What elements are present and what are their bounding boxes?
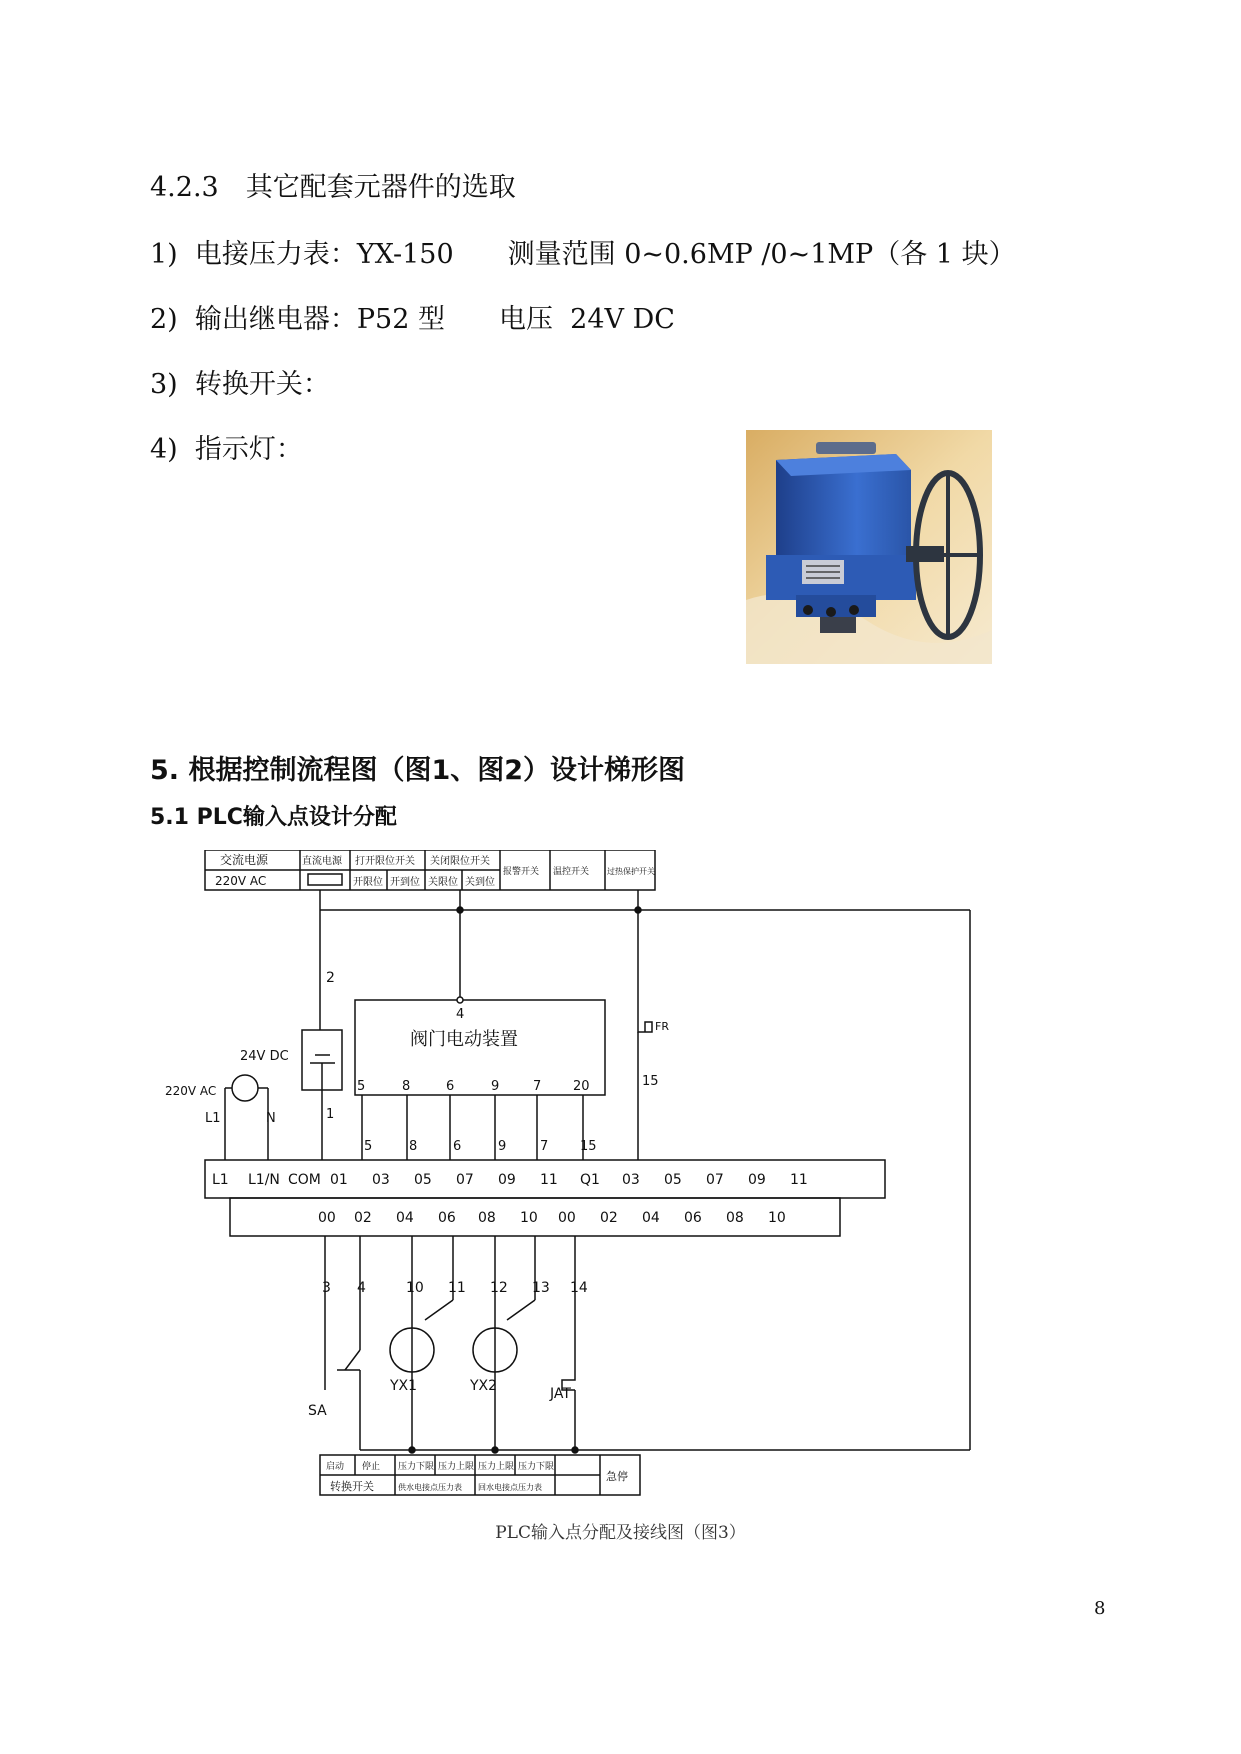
plc-upper-terminal-7: 09 xyxy=(498,1172,516,1188)
plc-upper-terminal-14: 11 xyxy=(790,1172,808,1188)
yx2-label: YX2 xyxy=(470,1378,498,1394)
plc-lower-terminal-11: 06 xyxy=(684,1210,702,1226)
plc-upper-terminal-12: 07 xyxy=(706,1172,724,1188)
plc-lower-terminal-7: 10 xyxy=(520,1210,538,1226)
sa-label: SA xyxy=(308,1403,327,1419)
plc-lower-terminal-2: 00 xyxy=(318,1210,336,1226)
top-table-alarm: 报警开关 xyxy=(503,867,540,877)
bottom-table-p3: 压力上限 xyxy=(478,1462,515,1472)
ac-l1-label: L1 xyxy=(205,1111,221,1126)
valve-top-terminal: 4 xyxy=(456,1007,465,1022)
top-table-dc: 直流电源 xyxy=(302,856,342,867)
list-item-1: 1) 电接压力表：YX-150 测量范围 0~0.6MP /0~1MP（各 1 块） xyxy=(150,239,1016,270)
plc-wiring-diagram xyxy=(150,850,990,1510)
wire-label-1: 1 xyxy=(326,1107,335,1122)
input-wire-2: 10 xyxy=(406,1280,424,1296)
bottom-table-stop: 停止 xyxy=(362,1462,381,1472)
plc-lower-terminal-4: 04 xyxy=(396,1210,414,1226)
list-item-2: 2) 输出继电器：P52 型 电压 24V DC xyxy=(150,304,675,335)
plc-upper-terminal-5: 05 xyxy=(414,1172,432,1188)
plc-lower-terminal-13: 10 xyxy=(768,1210,786,1226)
top-table-open-pos: 开到位 xyxy=(390,877,420,888)
plc-lower-terminal-3: 02 xyxy=(354,1210,372,1226)
input-wire-6: 14 xyxy=(570,1280,588,1296)
top-table-temp: 温控开关 xyxy=(553,867,590,877)
plc-upper-terminal-6: 07 xyxy=(456,1172,474,1188)
jat-label: JAT xyxy=(550,1386,571,1402)
top-table-open-lim: 开限位 xyxy=(353,877,383,888)
figure-caption: PLC输入点分配及接线图（图3） xyxy=(495,1523,746,1543)
valve-terminal-2: 6 xyxy=(446,1079,455,1094)
wire-label-2: 2 xyxy=(326,970,335,986)
yx1-label: YX1 xyxy=(390,1378,418,1394)
plc-upper-terminal-3: 01 xyxy=(330,1172,348,1188)
bottom-table-p2: 压力上限 xyxy=(438,1462,475,1472)
ac-label: 220V AC xyxy=(165,1084,217,1098)
section-5-heading: 5. 根据控制流程图（图1、图2）设计梯形图 xyxy=(150,755,686,786)
plc-upper-terminal-1: L1/N xyxy=(248,1172,280,1188)
input-wire-5: 13 xyxy=(532,1280,550,1296)
plc-upper-terminal-11: 05 xyxy=(664,1172,682,1188)
top-table-overheat: 过热保护开关 xyxy=(607,867,655,876)
input-wire-1: 4 xyxy=(357,1280,366,1296)
plc-upper-terminal-8: 11 xyxy=(540,1172,558,1188)
under-terminal-2: 6 xyxy=(453,1139,462,1154)
input-wire-0: 3 xyxy=(322,1280,331,1296)
under-terminal-4: 7 xyxy=(540,1139,549,1154)
valve-terminal-0: 5 xyxy=(357,1079,366,1094)
top-table-close-lim: 关限位 xyxy=(428,877,458,888)
top-table-close-limit: 关闭限位开关 xyxy=(430,856,490,867)
top-table-ac: 交流电源 xyxy=(220,853,269,867)
fr-label: FR xyxy=(655,1020,669,1033)
valve-label: 阀门电动装置 xyxy=(410,1029,518,1050)
bottom-table-estop: 急停 xyxy=(606,1470,628,1483)
valve-actuator-photo xyxy=(746,430,992,664)
under-terminal-0: 5 xyxy=(364,1139,373,1154)
valve-terminal-5: 20 xyxy=(573,1079,590,1094)
input-wire-4: 12 xyxy=(490,1280,508,1296)
top-table-open-limit: 打开限位开关 xyxy=(355,856,415,867)
plc-lower-terminal-10: 04 xyxy=(642,1210,660,1226)
plc-lower-terminal-6: 08 xyxy=(478,1210,496,1226)
plc-upper-terminal-2: COM xyxy=(288,1172,321,1188)
dc-label: 24V DC xyxy=(240,1049,289,1064)
bottom-table-p1: 压力下限 xyxy=(398,1462,435,1472)
top-table-220v: 220V AC xyxy=(215,874,267,888)
plc-lower-terminal-8: 00 xyxy=(558,1210,576,1226)
plc-lower-terminal-9: 02 xyxy=(600,1210,618,1226)
bottom-table-start: 启动 xyxy=(326,1462,345,1472)
list-item-3: 3) 转换开关： xyxy=(150,369,330,400)
plc-upper-terminal-4: 03 xyxy=(372,1172,390,1188)
input-wire-3: 11 xyxy=(448,1280,466,1296)
plc-lower-terminal-5: 06 xyxy=(438,1210,456,1226)
plc-upper-terminal-9: Q1 xyxy=(580,1172,600,1188)
top-table-close-pos: 关到位 xyxy=(465,877,495,888)
valve-terminal-3: 9 xyxy=(491,1079,500,1094)
bottom-table-supply: 供水电接点压力表 xyxy=(398,1483,462,1492)
under-terminal-5: 15 xyxy=(580,1139,597,1154)
list-item-4: 4) 指示灯： xyxy=(150,434,303,465)
section-4-2-3-title: 4.2.3 其它配套元器件的选取 xyxy=(150,172,516,203)
valve-terminal-4: 7 xyxy=(533,1079,542,1094)
plc-lower-terminal-12: 08 xyxy=(726,1210,744,1226)
plc-upper-terminal-13: 09 xyxy=(748,1172,766,1188)
page-number: 8 xyxy=(1094,1598,1106,1619)
section-5-1-heading: 5.1 PLC输入点设计分配 xyxy=(150,805,397,830)
bottom-table-p4: 压力下限 xyxy=(518,1462,555,1472)
plc-upper-terminal-0: L1 xyxy=(212,1172,229,1188)
valve-terminal-1: 8 xyxy=(402,1079,411,1094)
under-terminal-1: 8 xyxy=(409,1139,418,1154)
ac-n-label: N xyxy=(266,1111,276,1126)
bottom-table-return: 回水电接点压力表 xyxy=(478,1483,542,1492)
wire-label-15: 15 xyxy=(642,1074,659,1089)
bottom-table-switch: 转换开关 xyxy=(330,1480,374,1493)
under-terminal-3: 9 xyxy=(498,1139,507,1154)
plc-upper-terminal-10: 03 xyxy=(622,1172,640,1188)
